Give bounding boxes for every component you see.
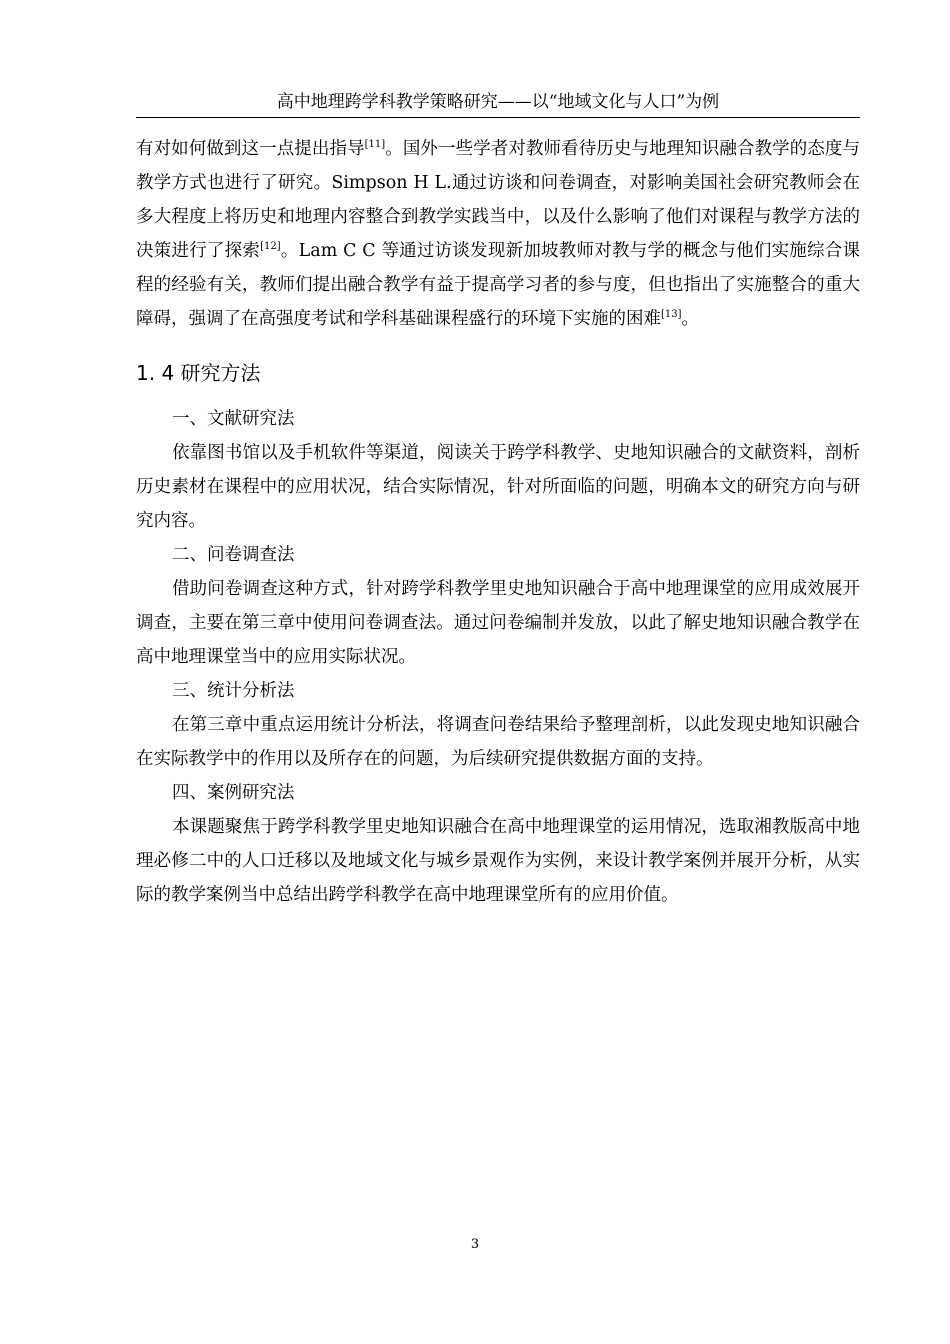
intro-paragraph (136, 132, 860, 336)
method-title-questionnaire: 二、问卷调查法 (172, 545, 295, 565)
running-header: 高中地理跨学科教学策略研究——以“地域文化与人口”为例 (276, 92, 720, 112)
citation-12: [12] (260, 241, 281, 252)
header-rule (136, 117, 860, 118)
body-text (136, 132, 860, 912)
method-text-literature: 依靠图书馆以及手机软件等渠道，阅读关于跨学科教学、史地知识融合的文献资料，剖析历史素材在课程中的应用状况，结合实际情况，针对所面临的问题，明确本文的研究方向与研究内容。 (136, 443, 860, 531)
method-title-statistics: 三、统计分析法 (172, 681, 295, 701)
method-text-questionnaire: 借助问卷调查这种方式，针对跨学科教学里史地知识融合于高中地理课堂的应用成效展开调查，主要在第三章中使用问卷调查法。通过问卷编制并发放，以此了解史地知识融合教学在高中地理课堂当中的应用实际状况。 (136, 579, 860, 667)
method-title-case-study: 四、案例研究法 (172, 783, 295, 803)
intro-text-a: 有对如何做到这一点提出指导 (136, 139, 365, 159)
page-number: 3 (470, 1237, 480, 1252)
method-text-case-study: 本课题聚焦于跨学科教学里史地知识融合在高中地理课堂的运用情况，选取湘教版高中地理必修二中的人口迁移以及地域文化与城乡景观作为实例，来设计教学案例并展开分析，从实际的教学案例当中总结出跨学科教学在高中地理课堂所有的应用价值。 (136, 817, 860, 905)
citation-11: [11] (364, 139, 386, 150)
intro-text-d: 。 (681, 309, 700, 329)
section-heading: 1. 4 研究方法 (136, 361, 261, 385)
method-title-literature: 一、文献研究法 (172, 409, 295, 429)
method-text-statistics: 在第三章中重点运用统计分析法，将调查问卷结果给予整理剖析，以此发现史地知识融合在实际教学中的作用以及所存在的问题，为后续研究提供数据方面的支持。 (136, 715, 860, 769)
intro-text-b: 。国外一些学者对教师看待历史与地理知识融合教学的态度与教学方式也进行了研究。Simpson H L.通过访谈和问卷调查，对影响美国社会研究教师会在多大程度上将历史和地理内容整合到教学实践当中，以及什么影响了他们对课程与教学方法的决策进行了探索 (136, 139, 861, 261)
intro-text-c: 。Lam C C 等通过访谈发现新加坡教师对教与学的概念与他们实施综合课程的经验有关，教师们提出融合教学有益于提高学习者的参与度，但也指出了实施整合的重大障碍，强调了在高强度考试和学科基础课程盛行的环境下实施的困难 (136, 241, 861, 329)
citation-13: [13] (661, 309, 682, 320)
